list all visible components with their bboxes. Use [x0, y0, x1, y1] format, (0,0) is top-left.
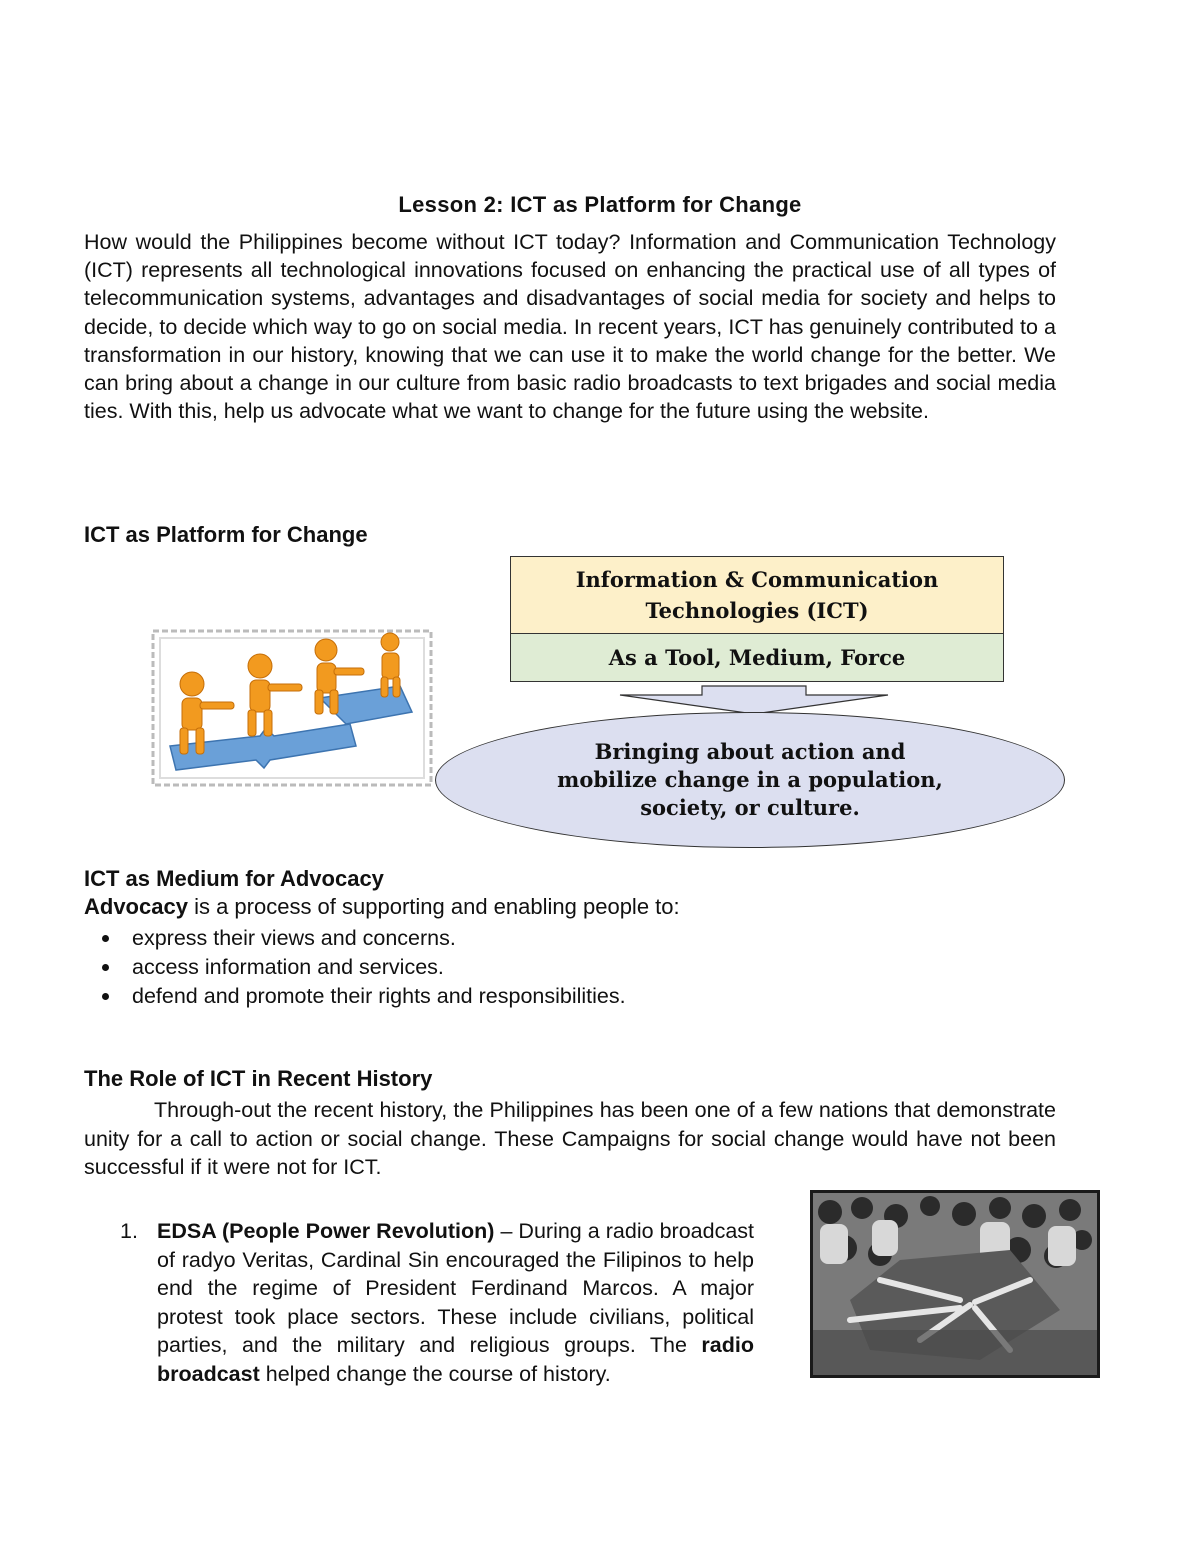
history-heading: The Role of ICT in Recent History — [84, 1066, 433, 1091]
edsa-text-part-2: helped change the course of history. — [259, 1361, 611, 1386]
edsa-title: EDSA (People Power Revolution) — [157, 1219, 495, 1243]
action-change-ellipse: Bringing about action and mobilize change in a population, society, or culture. — [435, 712, 1065, 848]
people-puzzle-illustration — [150, 628, 434, 788]
down-arrow-icon — [618, 685, 890, 715]
lesson-title: Lesson 2: ICT as Platform for Change — [398, 192, 802, 217]
ict-diagram-box — [510, 556, 1004, 682]
edsa-crowd-photo — [810, 1190, 1100, 1378]
edsa-list-item — [120, 1217, 754, 1388]
advocacy-bullet-list — [84, 924, 626, 1011]
list-item: access information and services. — [84, 953, 626, 982]
history-paragraph-text: Through-out the recent history, the Philippines has been one of a few nations that demonstrate unity for a call to action or social change. These Campaigns for social change would have not been successful if it were not for ICT. — [84, 1098, 1056, 1179]
advocacy-definition-text: is a process of supporting and enabling people to: — [187, 894, 680, 919]
radio-broadcast-emphasis: radio broadcast — [157, 1333, 754, 1386]
edsa-text-part-1: – During a radio broadcast of radyo Veritas, Cardinal Sin encouraged the Filipinos to help end the regime of President Ferdinand Marcos. A major protest took place sectors. These include civilians, political parties, and the military and religious groups. The — [157, 1219, 754, 1357]
tool-medium-force-label: As a Tool, Medium, Force — [511, 634, 1003, 681]
history-paragraph — [84, 1096, 1056, 1182]
list-item: express their views and concerns. — [84, 924, 626, 953]
ict-box-title: Information & Communication Technologies (ICT) — [511, 557, 1003, 634]
list-item: defend and promote their rights and responsibilities. — [84, 982, 626, 1011]
advocacy-term: Advocacy — [84, 894, 188, 919]
list-number: 1. — [120, 1219, 138, 1243]
advocacy-definition — [84, 894, 680, 920]
intro-paragraph: How would the Philippines become without ICT today? Information and Communication Technology (ICT) represents all technological innovations focused on enhancing the practical use of all types of telecommunication systems, advantages and disadvantages of social media for society and helps to decide, to decide which way to go on social media. In recent years, ICT has genuinely contributed to a transformation in our history, knowing that we can use it to make the world change for the better. We can bring about a change in our culture from basic radio broadcasts to text brigades and social media ties. With this, help us advocate what we want to change for the future using the website. — [84, 230, 1056, 424]
platform-heading: ICT as Platform for Change — [84, 522, 368, 547]
advocacy-heading: ICT as Medium for Advocacy — [84, 866, 384, 891]
